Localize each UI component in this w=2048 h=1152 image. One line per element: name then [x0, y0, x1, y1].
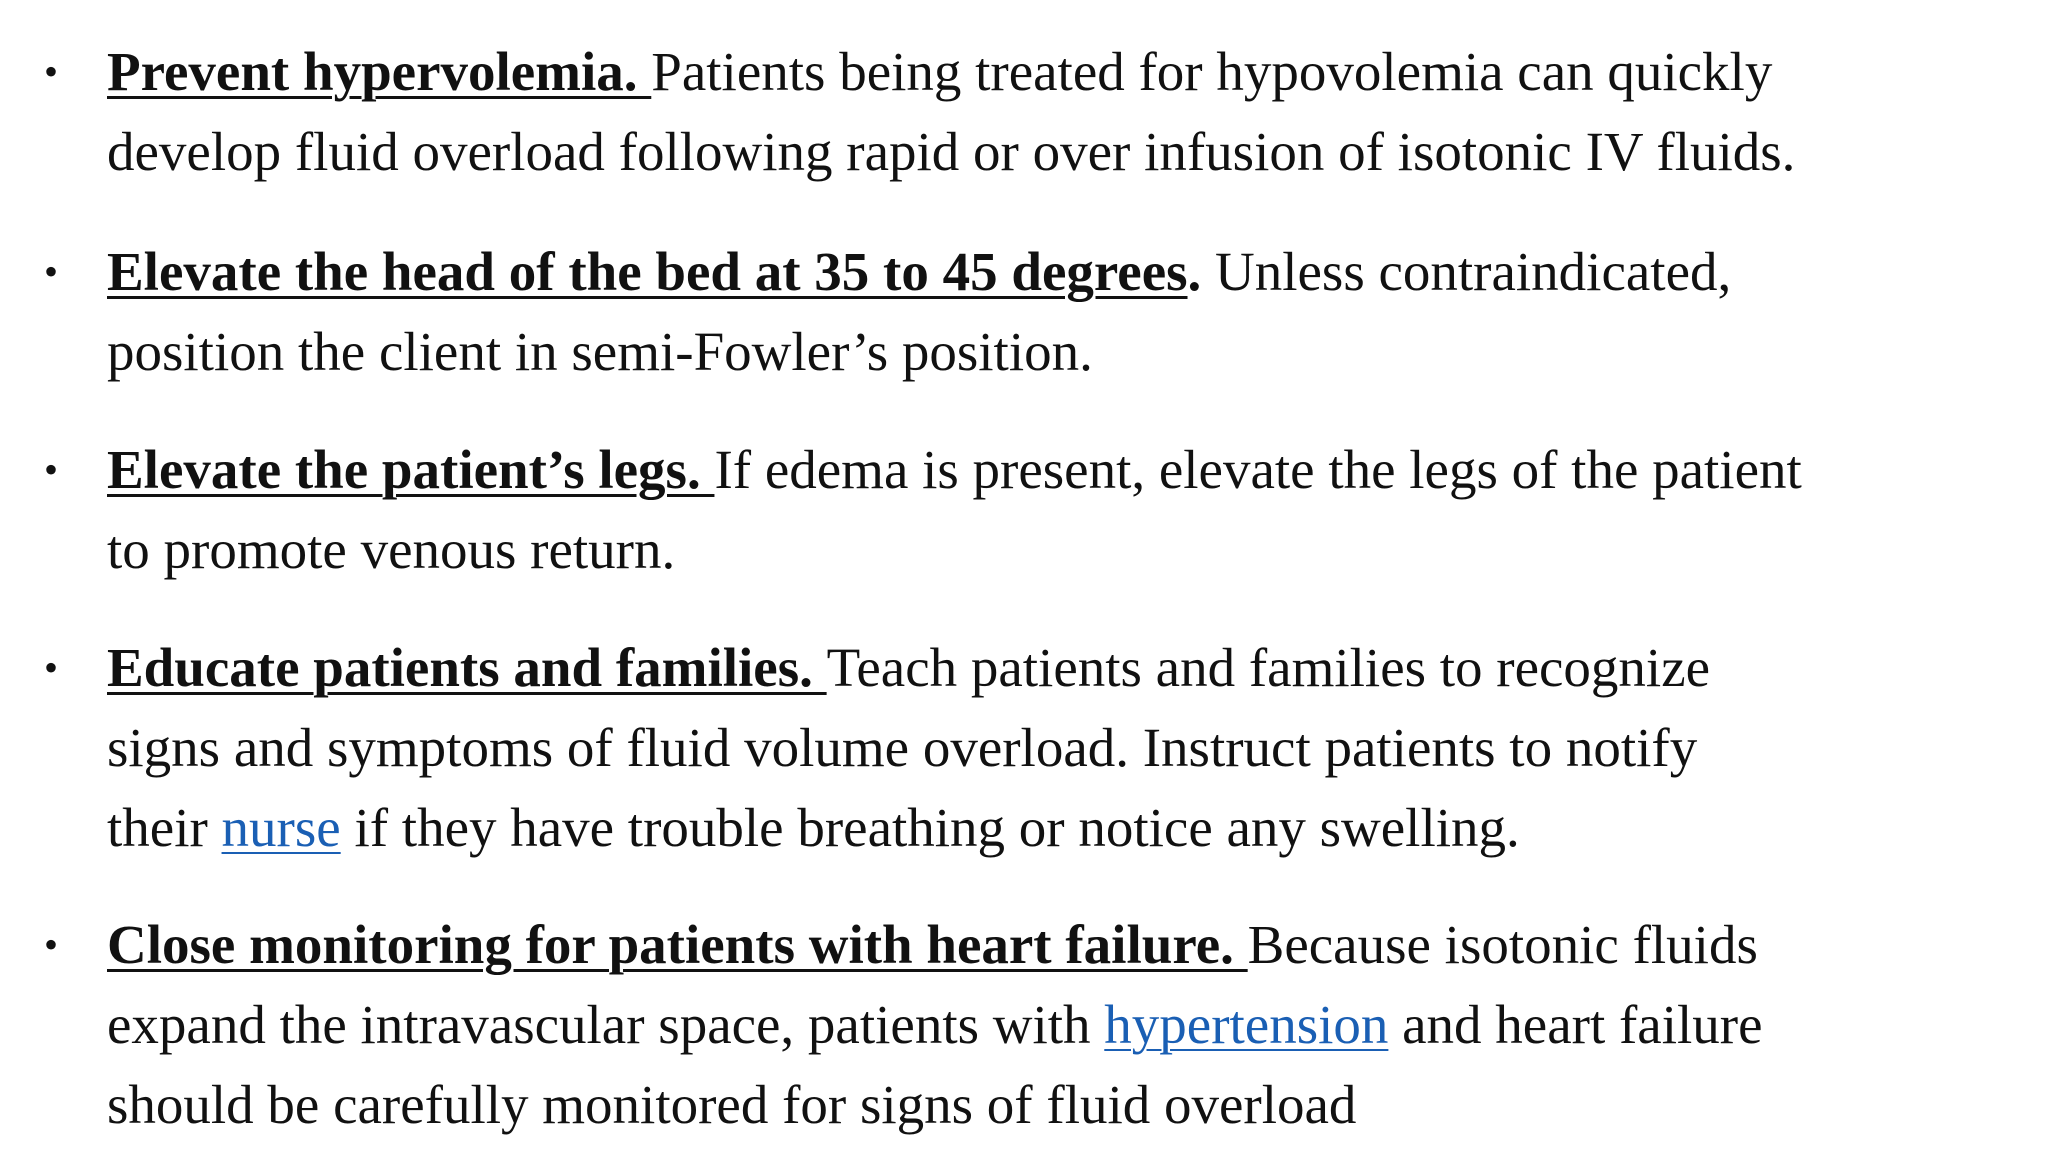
text-line	[107, 788, 2007, 868]
list-item-text	[107, 232, 2007, 392]
hypertension-link[interactable]: hypertension	[1104, 994, 1389, 1055]
text-line	[107, 905, 2007, 985]
list-item-text	[107, 32, 2007, 192]
text-segment: and heart failure	[1388, 994, 1763, 1055]
list-item-text	[107, 628, 2007, 868]
heading-period: .	[1187, 241, 1202, 302]
item-body: Teach patients and families to recognize	[826, 637, 1711, 698]
item-heading: Prevent hypervolemia.	[107, 41, 652, 102]
text-line	[107, 628, 2007, 708]
bullet: •	[44, 447, 59, 492]
text-segment: expand the intravascular space, patients with	[107, 994, 1105, 1055]
text-line: to promote venous return.	[107, 519, 676, 580]
bullet: •	[44, 49, 59, 94]
nurse-link[interactable]: nurse	[221, 797, 341, 858]
item-body: If edema is present, elevate the legs of the patient	[714, 439, 1802, 500]
item-body: Unless contraindicated,	[1201, 241, 1732, 302]
text-segment: their	[107, 797, 222, 858]
bullet: •	[44, 249, 59, 294]
text-line: should be carefully monitored for signs of fluid overload	[107, 1074, 1357, 1135]
text-line	[107, 985, 2007, 1065]
list-item-text	[107, 430, 2007, 590]
item-heading: Close monitoring for patients with heart failure.	[107, 914, 1248, 975]
text-line	[107, 232, 2007, 312]
item-body: Because isotonic fluids	[1247, 914, 1758, 975]
list-item-text	[107, 905, 2007, 1145]
item-heading: Educate patients and families.	[107, 637, 827, 698]
text-line: develop fluid overload following rapid or over infusion of isotonic IV fluids.	[107, 121, 1796, 182]
item-heading: Elevate the patient’s legs.	[107, 439, 715, 500]
text-line: position the client in semi-Fowler’s position.	[107, 321, 1093, 382]
text-segment: if they have trouble breathing or notice any swelling.	[340, 797, 1520, 858]
bullet: •	[44, 922, 59, 967]
text-line	[107, 430, 2007, 510]
item-heading: Elevate the head of the bed at 35 to 45 degrees	[107, 241, 1188, 302]
item-body: Patients being treated for hypovolemia can quickly	[651, 41, 1773, 102]
bullet: •	[44, 645, 59, 690]
text-line	[107, 32, 2007, 112]
text-line: signs and symptoms of fluid volume overload. Instruct patients to notify	[107, 717, 1698, 778]
